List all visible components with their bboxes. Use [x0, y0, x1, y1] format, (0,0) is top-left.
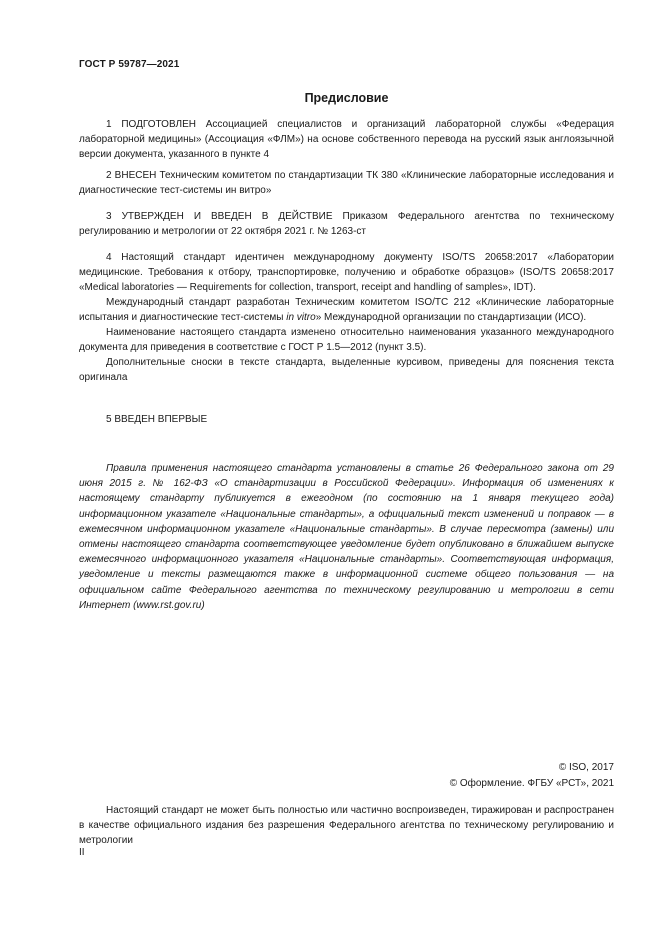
item-3-text: 3 УТВЕРЖДЕН И ВВЕДЕН В ДЕЙСТВИЕ Приказом Федерального агентства по техническому регулированию и метрологии от 22 октября 2021 г. № 1263-ст: [79, 211, 614, 237]
item-4-developer: [79, 295, 614, 325]
foreword-item-1: [79, 117, 614, 162]
item-4-developer-text-a: Международный стандарт разработан Техническим комитетом ISO/TC 212 «Клинические лабораторные испытания и диагностические тест-системы: [79, 297, 614, 323]
foreword-item-2: [79, 168, 614, 198]
page-number: II: [79, 847, 85, 858]
item-1-text: 1 ПОДГОТОВЛЕН Ассоциацией специалистов и организаций лабораторной службы «Федерация лабораторной медицины» (Ассоциация «ФЛМ») на основе собственного перевода на русский язык англоязычной версии документа, указанного в пункте 4: [79, 119, 614, 160]
reproduction-notice: Настоящий стандарт не может быть полностью или частично воспроизведен, тиражирован и распространен в качестве официального издания без разрешения Федерального агентства по техническому регулированию и метрологии: [79, 805, 614, 846]
foreword-item-5: [79, 412, 614, 427]
item-4-title-change: Наименование настоящего стандарта изменено относительно наименования указанного международного документа для приведения в соответствие с ГОСТ Р 1.5—2012 (пункт 3.5).: [79, 327, 614, 353]
page-title: Предисловие: [304, 91, 389, 105]
foreword-item-3: [79, 209, 614, 239]
item-4-footnotes: Дополнительные сноски в тексте стандарта, выделенные курсивом, приведены для пояснения текста оригинала: [79, 357, 614, 383]
foreword-item-4: [79, 250, 614, 385]
copyright-iso: © ISO, 2017: [558, 762, 614, 773]
item-4-in-vitro: in vitro: [286, 312, 316, 323]
copyright-block: [79, 760, 614, 792]
item-4-developer-text-b: » Международной организации по стандартизации (ИСО).: [315, 312, 587, 323]
item-2-text: 2 ВНЕСЕН Техническим комитетом по стандартизации ТК 380 «Клинические лабораторные исследования и диагностические тест-системы ин витро»: [79, 170, 614, 196]
official-rules-note: Правила применения настоящего стандарта установлены в статье 26 Федерального закона от 29 июня 2015 г. № 162-ФЗ «О стандартизации в Российской Федерации». Информация об изменениях к настоящему стандарту публикуется в ежегодном (по состоянию на 1 января текущего года) информационном указателе «Национальные стандарты», а официальный текст изменений и поправок — в ежемесячном информационном указателе «Национальные стандарты». В случае пересмотра (замены) или отмены настоящего стандарта соответствующее уведомление будет опубликовано в ближайшем выпуске ежемесячного информационного указателя «Национальные стандарты». Соответствующая информация, уведомление и тексты размещаются также в информационной системе общего пользования — на официальном сайте Федерального агентства по техническому регулированию и метрологии в сети Интернет (www.rst.gov.ru): [79, 463, 614, 611]
standard-code-header: ГОСТ Р 59787—2021: [79, 59, 180, 70]
item-4-identity: 4 Настоящий стандарт идентичен международному документу ISO/TS 20658:2017 «Лаборатории медицинские. Требования к отбору, транспортировке, получению и обработке образцов» (ISO/TS 20658:2017 «Medical laboratories — Requirements for collection, transport, receipt and handling of samples», IDT).: [79, 252, 614, 293]
copyright-design: © Оформление. ФГБУ «РСТ», 2021: [449, 778, 614, 789]
item-5-text: 5 ВВЕДЕН ВПЕРВЫЕ: [106, 414, 208, 425]
